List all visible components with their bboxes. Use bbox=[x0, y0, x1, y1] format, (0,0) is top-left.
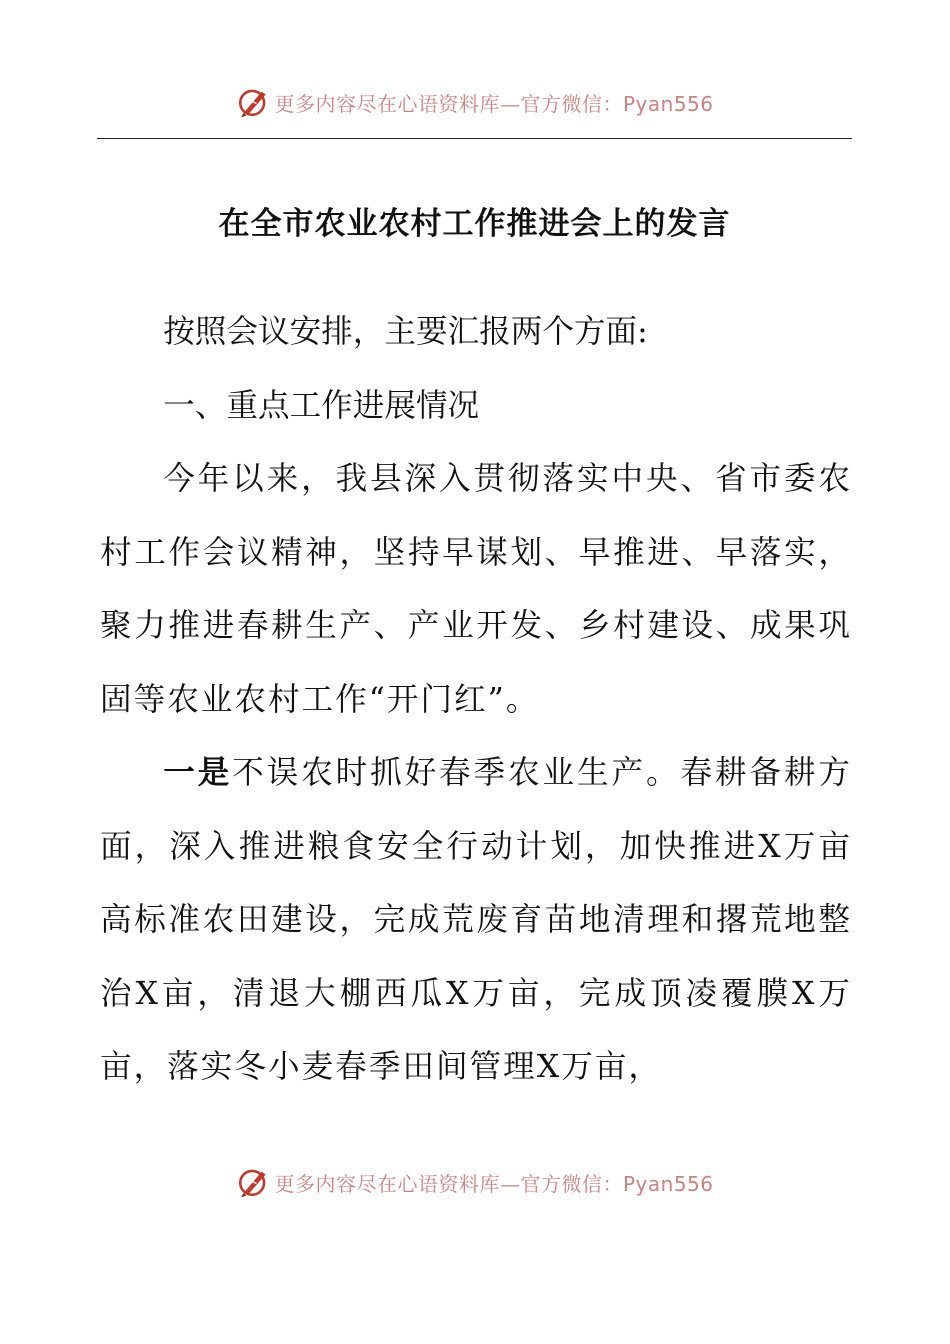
paragraph-overview: 今年以来，我县深入贯彻落实中央、省市委农村工作会议精神，坚持早谋划、早推进、早落实，聚力推进春耕生产、产业开发、乡村建设、成果巩固等农业农村工作“开门红”。 bbox=[100, 461, 852, 718]
footer-watermark-wechat-id: Pyan556 bbox=[622, 1171, 714, 1196]
paragraph-point-one bbox=[100, 737, 852, 1105]
section-heading: 一、重点工作进展情况 bbox=[163, 387, 480, 424]
paragraph-intro: 按照会议安排，主要汇报两个方面: bbox=[163, 314, 648, 350]
paragraph-point-one-lead: 一是 bbox=[163, 755, 233, 791]
header-watermark-wechat-id: Pyan556 bbox=[622, 91, 714, 116]
document-title: 在全市农业农村工作推进会上的发言 bbox=[218, 206, 731, 242]
footer-watermark bbox=[0, 1162, 950, 1202]
header-watermark bbox=[0, 82, 950, 122]
paragraph-point-one-text: 不误农时抓好春季农业生产。春耕备耕方面，深入推进粮食安全行动计划，加快推进X万亩高标准农田建设，完成荒废育苗地清理和撂荒地整治X亩，清退大棚西瓜X万亩，完成顶凌覆膜X万亩，落实冬小麦春季田间管理X万亩， bbox=[100, 755, 852, 1085]
pen-circle-logo-icon bbox=[236, 1165, 270, 1199]
header-divider bbox=[97, 138, 852, 139]
header-watermark-text: 更多内容尽在心语资料库—官方微信： bbox=[274, 91, 623, 116]
footer-watermark-text: 更多内容尽在心语资料库—官方微信： bbox=[274, 1171, 623, 1196]
document-body bbox=[100, 296, 852, 1105]
pen-circle-logo-icon bbox=[236, 85, 270, 119]
